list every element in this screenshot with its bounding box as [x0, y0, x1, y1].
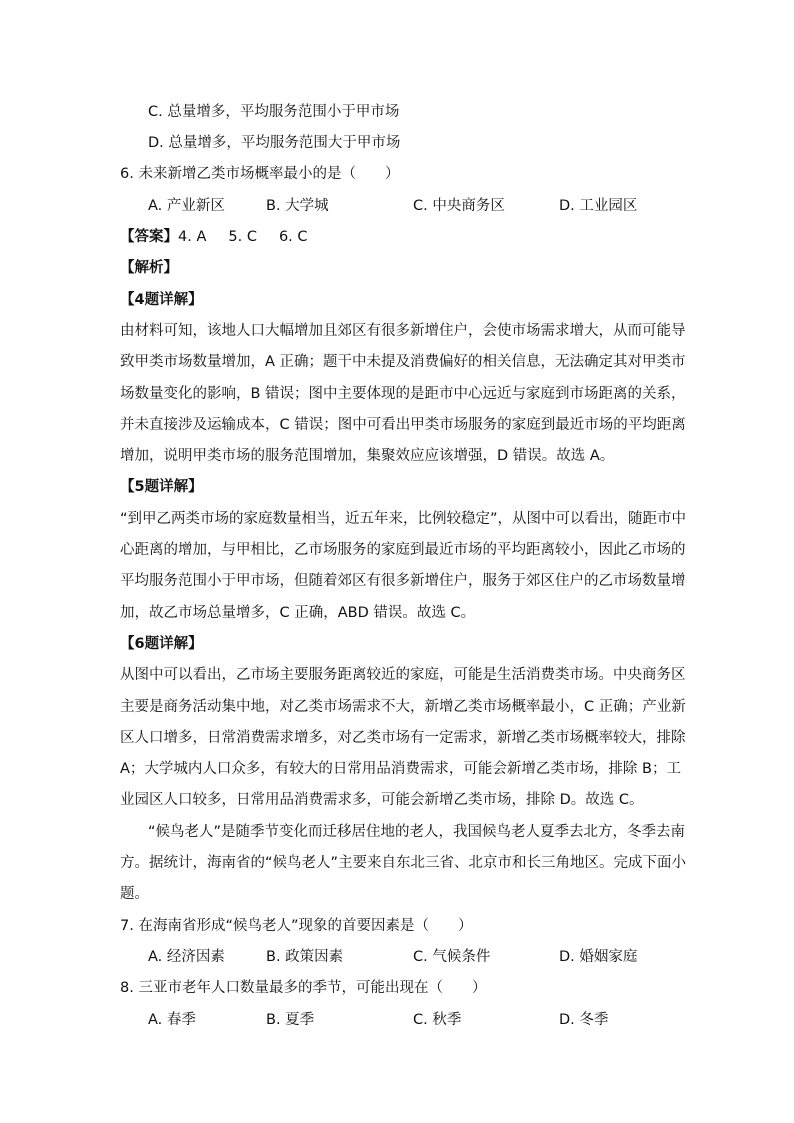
q6-option-a: A. 产业新区 — [148, 198, 225, 214]
q7-option-c: C. 气候条件 — [413, 949, 491, 965]
detail4-line: 增加，说明甲类市场的服务范围增加，集聚效应应该增强，D 错误。故选 A。 — [120, 448, 615, 464]
q6-option-d: D. 工业园区 — [559, 198, 638, 214]
q8-option-d: D. 冬季 — [559, 1012, 609, 1028]
q8-option-b: B. 夏季 — [266, 1012, 315, 1028]
detail6-line: 区人口增多，日常消费需求增多，对乙类市场有一定需求，新增乙类市场概率较大，排除 — [120, 730, 686, 746]
q8-stem: 8. 三亚市老年人口数量最多的季节，可能出现在（ ） — [120, 980, 487, 996]
detail6-title: 【6题详解】 — [120, 636, 203, 652]
q8-option-a: A. 春季 — [148, 1012, 196, 1028]
q7-option-b: B. 政策因素 — [266, 949, 344, 965]
q7-option-d: D. 婚姻家庭 — [559, 949, 638, 965]
answer-label: 【答案】 — [120, 229, 178, 245]
detail6-line: A；大学城内人口众多，有较大的日常用品消费需求，可能会新增乙类市场，排除 B；工 — [120, 761, 681, 777]
detail6-line: 业园区人口较多，日常用品消费需求多，可能会新增乙类市场，排除 D。故选 C。 — [120, 792, 644, 808]
detail5-line: 加，故乙市场总量增多，C 正确，ABD 错误。故选 C。 — [120, 605, 476, 621]
detail5-line: 心距离的增加，与甲相比，乙市场服务的家庭到最近市场的平均距离较小，因此乙市场的 — [120, 542, 686, 558]
q6-stem: 6. 未来新增乙类市场概率最小的是（ ） — [120, 166, 400, 182]
detail6-line: 主要是商务活动集中地，对乙类市场需求不大，新增乙类市场概率最小，C 正确；产业新 — [120, 699, 686, 715]
detail5-title: 【5题详解】 — [120, 479, 203, 495]
answer-item: 4. A — [178, 229, 207, 245]
detail6-line: 从图中可以看出，乙市场主要服务距离较近的家庭，可能是生活消费类市场。中央商务区 — [120, 667, 686, 683]
detail5-line: 平均服务范围小于甲市场，但随着郊区有很多新增住户，服务于郊区住户的乙市场数量增 — [120, 573, 686, 589]
detail4-title: 【4题详解】 — [120, 292, 203, 308]
q6-option-c: C. 中央商务区 — [413, 198, 505, 214]
q7-option-a: A. 经济因素 — [148, 949, 225, 965]
detail5-line: “到甲乙两类市场的家庭数量相当，近五年来，比例较稳定”，从图中可以看出，随距市中 — [120, 511, 687, 527]
passage-line: 方。据统计，海南省的“候鸟老人”主要来自东北三省、北京市和长三角地区。完成下面小 — [120, 855, 687, 871]
detail4-line: 场数量变化的影响，B 错误；图中主要体现的是距市中心远近与家庭到市场距离的关系， — [120, 386, 686, 402]
detail4-line: 由材料可知，该地人口大幅增加且郊区有很多新增住户，会使市场需求增大，从而可能导 — [120, 323, 686, 339]
answer-item: 5. C — [228, 229, 257, 245]
passage-line: “候鸟老人”是随季节变化而迁移居住地的老人，我国候鸟老人夏季去北方，冬季去南 — [148, 824, 686, 840]
answer-item: 6. C — [278, 229, 308, 245]
q6-option-b: B. 大学城 — [266, 198, 329, 214]
q8-option-c: C. 秋季 — [413, 1012, 462, 1028]
analysis-label: 【解析】 — [120, 260, 178, 276]
q5-option-c: C. 总量增多，平均服务范围小于甲市场 — [148, 104, 400, 120]
answer-line — [120, 227, 308, 247]
q7-stem: 7. 在海南省形成“候鸟老人”现象的首要因素是（ ） — [120, 918, 473, 934]
detail4-line: 并未直接涉及运输成本，C 错误；图中可看出甲类市场服务的家庭到最近市场的平均距离 — [120, 417, 686, 433]
detail4-line: 致甲类市场数量增加，A 正确；题干中未提及消费偏好的相关信息，无法确定其对甲类市 — [120, 354, 686, 370]
passage-line: 题。 — [120, 886, 149, 902]
q5-option-d: D. 总量增多，平均服务范围大于甲市场 — [148, 135, 401, 151]
